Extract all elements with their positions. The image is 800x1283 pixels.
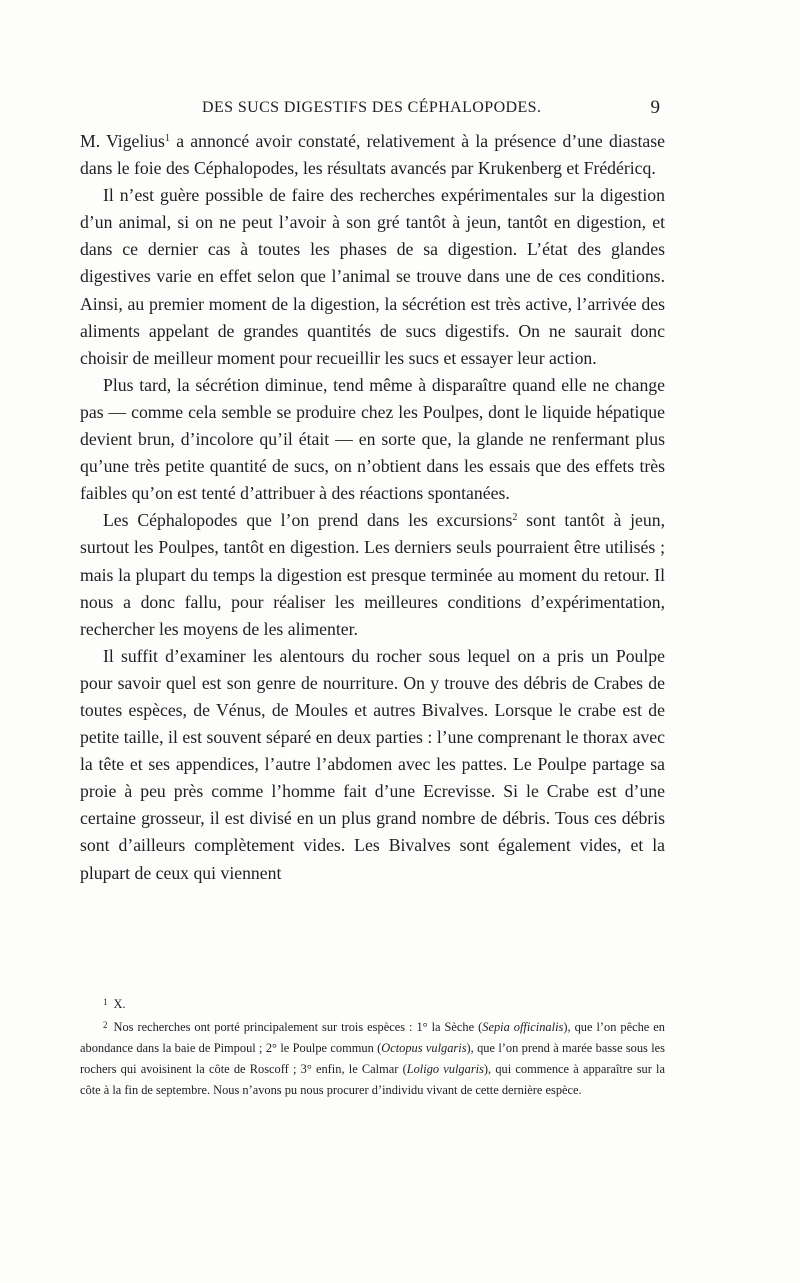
running-title: DES SUCS DIGESTIFS DES CÉPHALOPODES. [202, 99, 542, 116]
page-header [80, 95, 660, 123]
footnote-2-text-d: ), qui commence à apparaître sur la côte à la fin de septembre. Nous n’avons pu nous procurer d’individu vivant de cette dernière espèce. [80, 1062, 665, 1097]
paragraph-4-text: Les Céphalopodes que l’on prend dans les excursions [103, 510, 513, 531]
paragraph-1 [80, 128, 665, 182]
paragraph-4 [80, 507, 665, 642]
paragraph-5: Il suffit d’examiner les alentours du rocher sous lequel on a pris un Poulpe pour savoir quel est son genre de nourriture. On y trouve des débris de Crabes de toutes espèces, de Vénus, de Moules et autres Bivalves. Lorsque le crabe est de petite taille, il est souvent séparé en deux parties : l’une comprenant le thorax avec la tête et ses appendices, l’autre l’abdomen avec les pattes. Le Poulpe partage sa proie à peu près comme l’homme fait d’une Ecrevisse. Si le Crabe est d’une certaine grosseur, il est divisé en un plus grand nombre de débris. Tous ces débris sont d’ailleurs complètement vides. Les Bivalves sont également vides, et la plupart de ceux qui viennent [80, 645, 665, 883]
paragraph-1-text: M. Vigelius [80, 131, 165, 151]
species-name-sepia: Sepia officinalis [482, 1020, 564, 1034]
footnote-1-text: X. [113, 997, 126, 1011]
footnote-1 [80, 992, 665, 1015]
paragraph-3: Plus tard, la sécrétion diminue, tend même à disparaître quand elle ne change pas — comme cela semble se produire chez les Poulpes, dont le liquide hépatique devient brun, d’incolore qu’il était — en sorte que, la glande ne renfermant plus qu’une très petite quantité de sucs, on n’obtient dans les essais que des effets très faibles qu’on est tenté d’attribuer à des réactions spontanées. [80, 374, 665, 504]
footnote-2-text-c: ), que l’on prend à marée basse sous les rochers qui avoisinent la côte de Roscoff ; 3° enfin, le Calmar ( [80, 1041, 665, 1076]
footnote-1-mark: 1 [103, 997, 108, 1007]
body-text [80, 128, 665, 887]
footnote-2-mark: 2 [103, 1020, 108, 1030]
paragraph-2: Il n’est guère possible de faire des recherches expérimentales sur la digestion d’un animal, si on ne peut l’avoir à son gré tantôt à jeun, tantôt en digestion, et dans ce dernier cas à toutes les phases de sa digestion. L’état des glandes digestives varie en effet selon que l’animal se trouve dans une de ces conditions. Ainsi, au premier moment de la digestion, la sécrétion est très active, l’arrivée des aliments appelant de grandes quantités de sucs digestifs. On ne saurait donc choisir de meilleur moment pour recueillir les sucs et essayer leur action. [80, 185, 665, 368]
paragraph-4-text-cont: sont tantôt à jeun, surtout les Poulpes, tantôt en digestion. Les derniers seuls pourraient être utilisés ; mais la plupart du temps la digestion est presque terminée au moment du retour. Il nous a donc fallu, pour réaliser les meilleures conditions d’expérimentation, rechercher les moyens de les alimenter. [80, 510, 665, 639]
footnote-2-text: Nos recherches ont porté principalement sur trois espèces : 1° la Sèche ( [113, 1020, 483, 1034]
footnote-2 [80, 1015, 665, 1101]
species-name-octopus: Octopus vulgaris [381, 1041, 467, 1055]
species-name-loligo: Loligo vulgaris [406, 1062, 484, 1076]
page-number: 9 [650, 97, 660, 118]
footnote-ref-1: 1 [164, 133, 170, 144]
footnote-2-text-b: ), que l’on pêche en abondance dans la baie de Pimpoul ; 2° le Poulpe commun ( [80, 1020, 665, 1055]
footnote-ref-2: 2 [512, 512, 518, 524]
paragraph-1-text-cont: a annoncé avoir constaté, relativement à la présence d’une diastase dans le foie des Céphalopodes, les résultats avancés par Krukenberg et Frédéricq. [80, 131, 665, 179]
footnotes [80, 992, 665, 1101]
